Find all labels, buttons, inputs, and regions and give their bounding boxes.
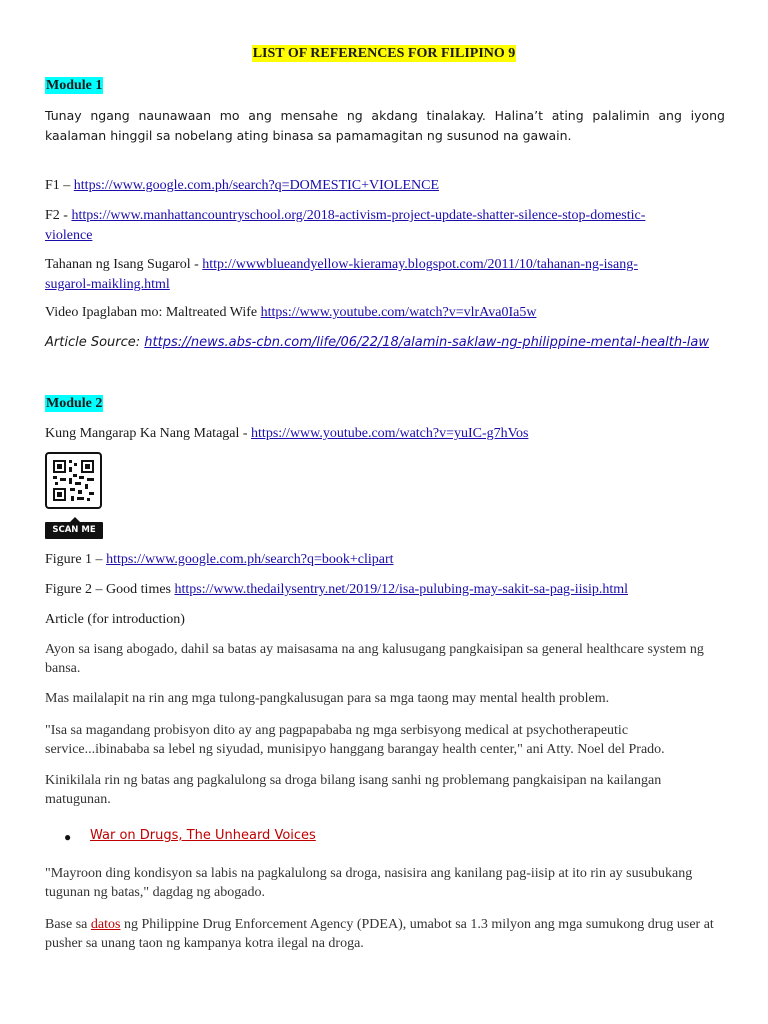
f1-link[interactable]: https://www.google.com.ph/search?q=DOMESTIC+VIOLENCE <box>73 178 440 193</box>
war-on-drugs-link[interactable]: War on Drugs, The Unheard Voices <box>90 828 316 843</box>
reference-tahanan <box>45 255 725 295</box>
reference-f1 <box>45 176 725 196</box>
figure-1-label: Figure 1 – <box>45 552 107 567</box>
reference-figure-2 <box>45 580 725 600</box>
figure-2-link[interactable]: https://www.thedailysentry.net/2019/12/isa-pulubing-may-sakit-sa-pag-iisip.html <box>174 582 629 597</box>
qr-code-graphic <box>47 454 100 507</box>
video-link[interactable]: https://www.youtube.com/watch?v=vlrAva0Ia5w <box>260 305 537 320</box>
bullet-icon: ● <box>64 830 72 844</box>
bullet-item <box>90 828 316 843</box>
datos-link[interactable]: datos <box>90 917 121 932</box>
scan-me-label: SCAN ME <box>45 522 103 539</box>
module-1-heading <box>45 76 103 94</box>
article-paragraph-2: Mas mailalapit na rin ang mga tulong-pangkalusugan para sa mga taong may mental health problem. <box>45 691 610 706</box>
f2-label: F2 - <box>45 208 72 223</box>
reference-song <box>45 424 725 444</box>
article-source-link[interactable]: https://news.abs-cbn.com/life/06/22/18/alamin-saklaw-ng-philippine-mental-health-law <box>144 335 710 350</box>
song-link[interactable]: https://www.youtube.com/watch?v=yuIC-g7hVos <box>251 426 529 441</box>
qr-code-icon[interactable] <box>45 452 102 509</box>
reference-figure-1 <box>45 550 725 570</box>
module-1-intro: Tunay ngang naunawaan mo ang mensahe ng akdang tinalakay. Halina’t ating palalimin ang iyong kaalaman hinggil sa nobelang ating binasa sa pamamagitan ng susunod na gawain. <box>45 108 725 143</box>
paragraph-6-start: Base sa <box>45 917 91 932</box>
song-label: Kung Mangarap Ka Nang Matagal - <box>45 426 252 441</box>
paragraph-6-end: ng Philippine Drug Enforcement Agency (PDEA), umabot sa 1.3 milyon ang mga sumukong drug user at pusher sa unang taon ng kampanya kotra ilegal na droga. <box>45 917 714 951</box>
article-paragraph-4: Kinikilala rin ng batas ang pagkalulong sa droga bilang isang sanhi ng problemang pangkaisipan na kailangan matugunan. <box>45 773 662 807</box>
tahanan-link-continued[interactable]: sugarol-maikling.html <box>45 277 170 292</box>
reference-f2 <box>45 206 725 246</box>
article-paragraph-6 <box>45 915 725 953</box>
reference-video <box>45 303 725 323</box>
f2-link[interactable]: https://www.manhattancountryschool.org/2018-activism-project-update-shatter-silence-stop-domestic- <box>71 208 646 223</box>
title-text: LIST OF REFERENCES FOR FILIPINO 9 <box>252 46 516 61</box>
reference-article-source <box>45 333 725 353</box>
tahanan-label: Tahanan ng Isang Sugarol - <box>45 257 203 272</box>
figure-1-link[interactable]: https://www.google.com.ph/search?q=book+clipart <box>106 552 394 567</box>
video-label: Video Ipaglaban mo: Maltreated Wife <box>45 305 261 320</box>
module-2-label: Module 2 <box>46 396 103 411</box>
module-2-heading <box>45 394 103 412</box>
article-paragraph-1: Ayon sa isang abogado, dahil sa batas ay maisasama na ang kalusugang pangkaisipan sa general healthcare system ng bansa. <box>45 642 704 676</box>
f1-label: F1 – <box>45 178 74 193</box>
article-source-label: Article Source: <box>45 335 145 350</box>
module-1-label: Module 1 <box>46 78 103 93</box>
article-paragraph-5: "Mayroon ding kondisyon sa labis na pagkalulong sa droga, nasisira ang kanilang pag-iisip at ito rin ay susubukang tugunan ng batas," dagdag ng abogado. <box>45 866 693 900</box>
article-intro-label: Article (for introduction) <box>45 612 185 627</box>
tahanan-link[interactable]: http://wwwblueandyellow-kieramay.blogspot.com/2011/10/tahanan-ng-isang- <box>202 257 638 272</box>
figure-2-label: Figure 2 – Good times <box>45 582 175 597</box>
f2-link-continued[interactable]: violence <box>45 228 93 243</box>
page-title <box>0 46 768 62</box>
article-paragraph-3: "Isa sa magandang probisyon dito ay ang pagpapababa ng mga serbisyong medical at psychotherapeutic service...ibinababa sa lebel ng siyudad, munisipyo hanggang barangay health center," ani Atty. Noel del Prado. <box>45 723 665 757</box>
